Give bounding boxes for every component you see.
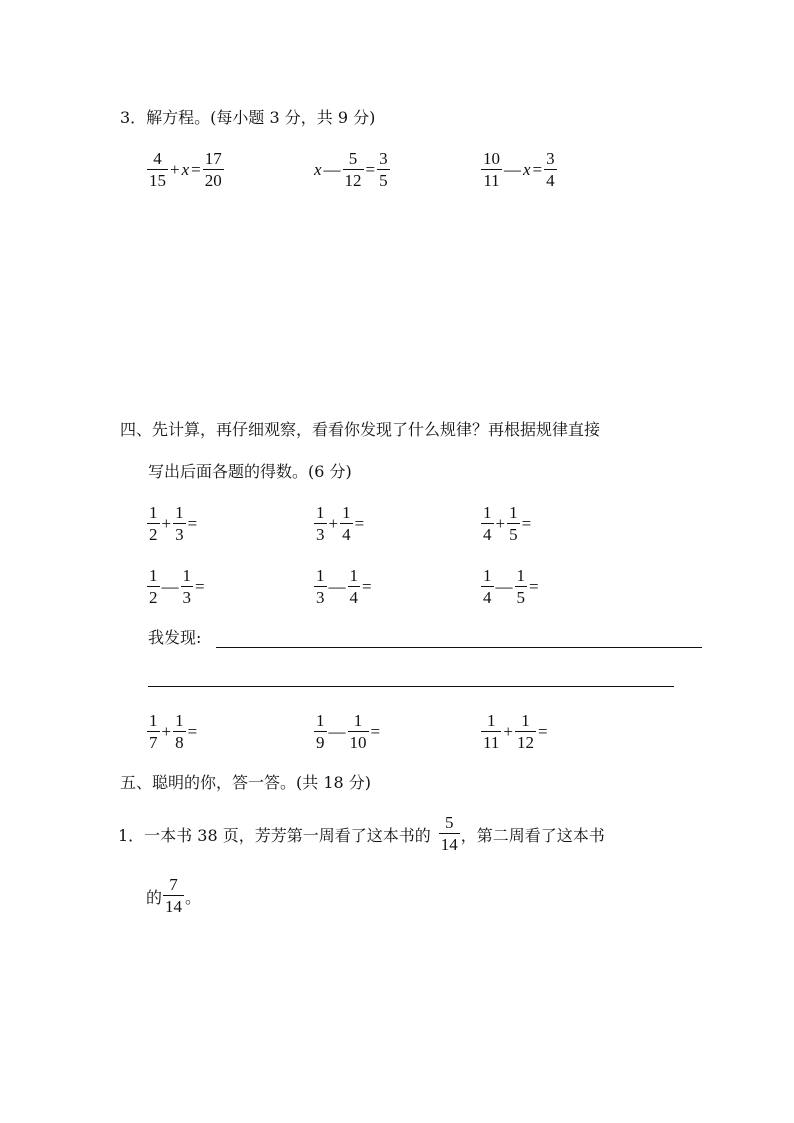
fraction: $\frac{5}{14}$ [440, 813, 458, 854]
expression-row3-2 [313, 710, 381, 754]
equals: = [354, 514, 365, 533]
fraction: $\frac{1}{9}$ [316, 711, 325, 752]
fraction: $\frac{1}{5}$ [516, 566, 525, 607]
operator: — [328, 722, 346, 741]
section5-title: 五、聪明的你，答一答。(共 18 分) [120, 773, 372, 792]
question-text: ，第二周看了这本书 [460, 825, 605, 845]
variable: x [523, 160, 531, 179]
fraction: $\frac{1}{10}$ [349, 711, 367, 752]
operator: + [161, 722, 172, 741]
operator: + [503, 722, 513, 741]
fraction: $\frac{10}{11}$ [483, 149, 500, 190]
expression-row1-3 [480, 502, 532, 546]
fraction: $\frac{1}{3}$ [316, 566, 325, 607]
fraction: $\frac{1}{5}$ [509, 503, 518, 544]
fraction: $\frac{1}{12}$ [516, 711, 534, 752]
fraction: $\frac{1}{3}$ [175, 503, 184, 544]
equals: = [537, 722, 548, 741]
fraction: $\frac{1}{7}$ [149, 711, 158, 752]
expression-row2-1 [146, 565, 206, 609]
equation-3 [480, 148, 558, 192]
fraction: $\frac{1}{4}$ [483, 566, 492, 607]
question-1-line1 [118, 812, 605, 856]
fraction: $\frac{1}{3}$ [182, 566, 191, 607]
equals: = [187, 722, 198, 741]
operator: — [495, 577, 513, 596]
equals: = [521, 514, 532, 533]
fraction: $\frac{1}{11}$ [483, 711, 500, 752]
equals: = [195, 577, 205, 596]
operator: — [161, 577, 179, 596]
equals: = [532, 160, 543, 179]
equals: = [365, 160, 376, 179]
fraction: $\frac{1}{8}$ [175, 711, 184, 752]
equals: = [191, 160, 201, 179]
equals: = [187, 514, 198, 533]
variable: x [181, 160, 190, 179]
answer-blank-1[interactable] [216, 647, 702, 648]
found-label: 我发现: [148, 628, 202, 647]
operator: + [170, 160, 180, 179]
answer-blank-2[interactable] [148, 686, 674, 687]
equals: = [529, 577, 539, 596]
fraction: $\frac{1}{4}$ [349, 566, 358, 607]
expression-row1-1 [146, 502, 198, 546]
operator: — [504, 160, 521, 179]
operator: + [328, 514, 339, 533]
question-text: 的 [146, 887, 163, 907]
operator: — [328, 577, 346, 596]
fraction: $\frac{1}{2}$ [149, 566, 158, 607]
question-text: 1．一本书 38 页，芳芳第一周看了这本书的 [118, 825, 431, 845]
fraction: $\frac{1}{4}$ [342, 503, 351, 544]
equals: = [362, 577, 372, 596]
variable: x [314, 160, 322, 179]
section4-title-line1: 四、先计算，再仔细观察，看看你发现了什么规律？再根据规律直接 [120, 420, 601, 439]
operator: — [323, 160, 341, 179]
fraction: $\frac{3}{4}$ [546, 149, 555, 190]
question-1-line2 [146, 874, 201, 918]
question-text: 。 [185, 887, 202, 907]
operator: + [495, 514, 506, 533]
operator: + [161, 514, 172, 533]
fraction: $\frac{1}{2}$ [149, 503, 158, 544]
fraction: $\frac{1}{4}$ [483, 503, 492, 544]
fraction: $\frac{17}{20}$ [204, 149, 222, 190]
expression-row3-1 [146, 710, 198, 754]
fraction: $\frac{1}{3}$ [316, 503, 325, 544]
fraction: $\frac{7}{14}$ [165, 875, 183, 916]
fraction: $\frac{3}{5}$ [379, 149, 388, 190]
equation-1 [146, 148, 225, 192]
equation-2 [313, 148, 391, 192]
fraction: $\frac{5}{12}$ [344, 149, 362, 190]
expression-row3-3 [480, 710, 549, 754]
fraction: $\frac{4}{15}$ [149, 149, 166, 190]
section4-title-line2: 写出后面各题的得数。(6 分) [148, 462, 352, 481]
expression-row1-2 [313, 502, 365, 546]
equals: = [370, 722, 381, 741]
section3-title: 3．解方程。(每小题 3 分，共 9 分) [120, 108, 376, 127]
expression-row2-2 [313, 565, 373, 609]
expression-row2-3 [480, 565, 540, 609]
